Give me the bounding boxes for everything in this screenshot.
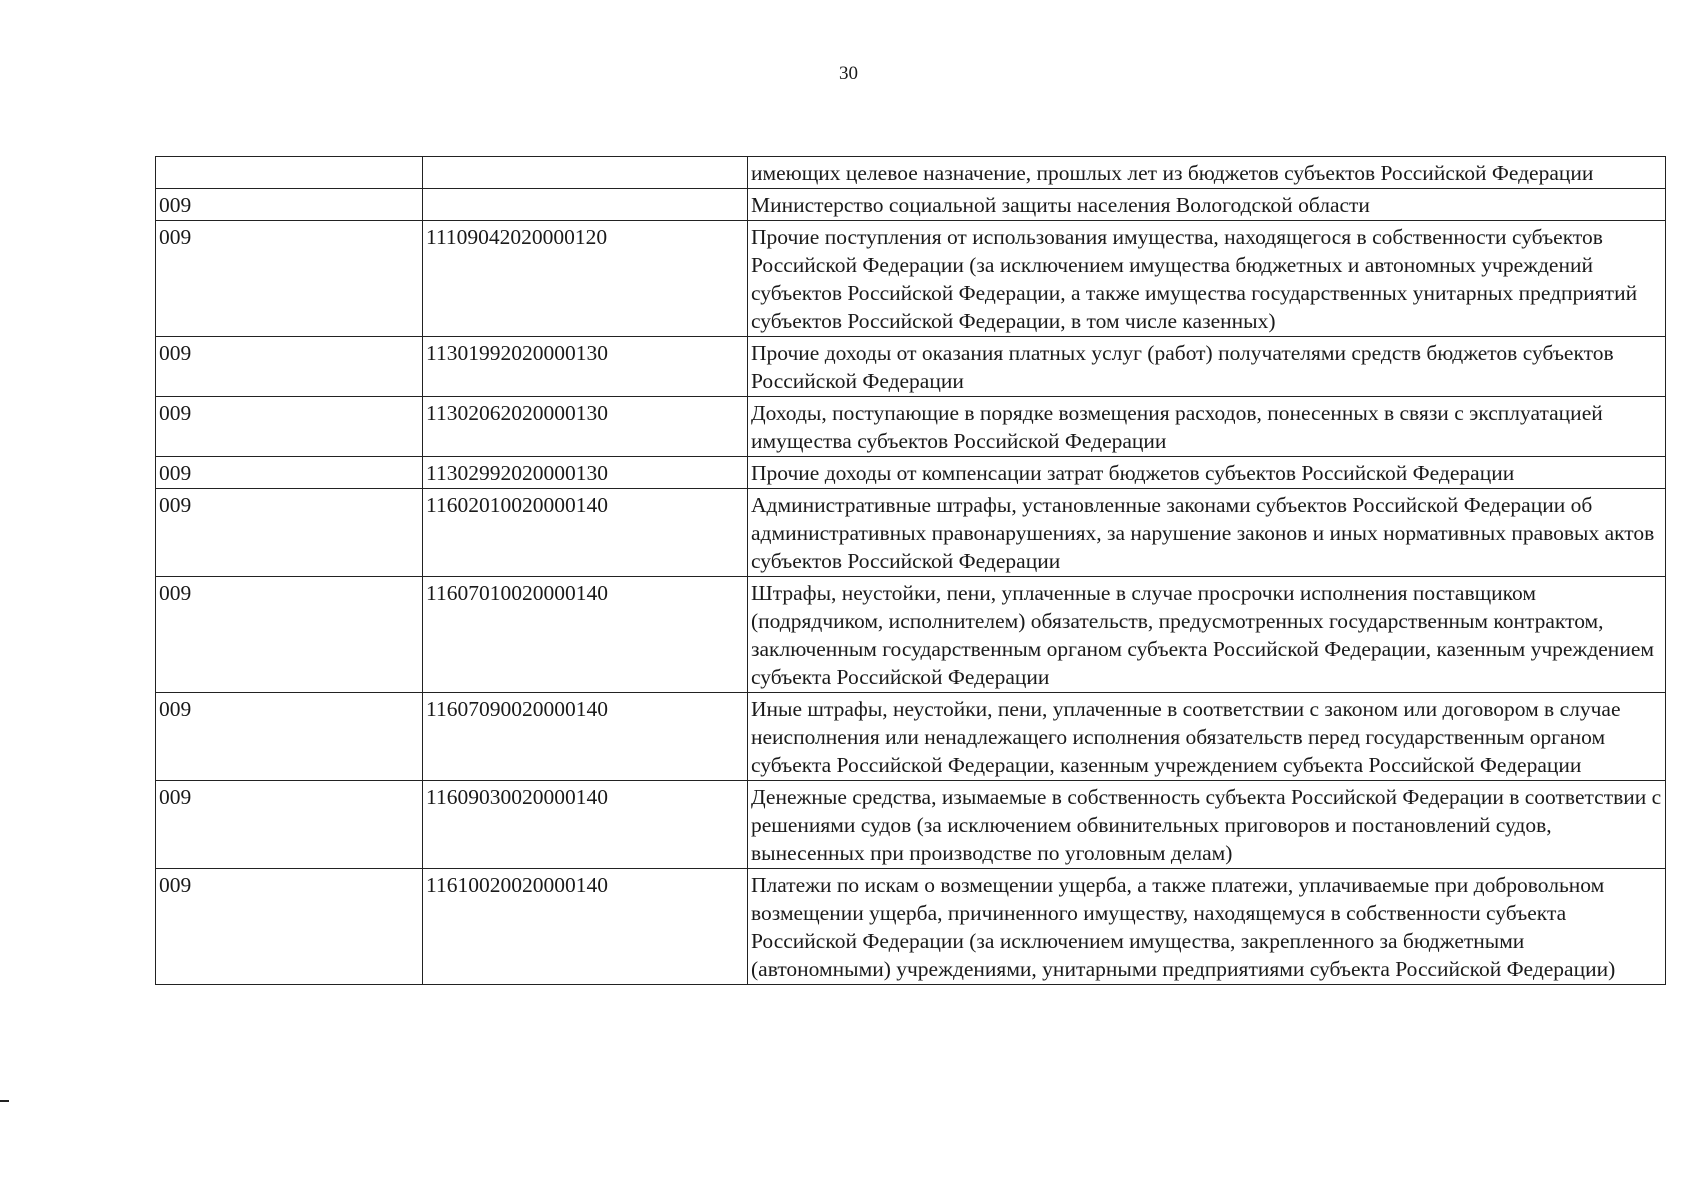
revenue-name-cell: Штрафы, неустойки, пени, уплаченные в случае просрочки исполнения поставщиком (подрядчиком, исполнителем) обязательств, предусмотренных государственным контрактом, заключенным государственным органом субъекта Российской Федерации, казенным учреждением субъекта Российской Федерации	[748, 577, 1666, 693]
revenue-code-cell: 11610020020000140	[423, 869, 748, 985]
table-row	[156, 577, 1666, 693]
admin-code-cell	[156, 157, 423, 189]
table-row	[156, 489, 1666, 577]
revenue-code-cell	[423, 189, 748, 221]
revenue-name-cell: Министерство социальной защиты населения Вологодской области	[748, 189, 1666, 221]
revenue-name-cell: Доходы, поступающие в порядке возмещения расходов, понесенных в связи с эксплуатацией имущества субъектов Российской Федерации	[748, 397, 1666, 457]
revenue-name-cell: имеющих целевое назначение, прошлых лет из бюджетов субъектов Российской Федерации	[748, 157, 1666, 189]
table-row	[156, 337, 1666, 397]
table-row	[156, 397, 1666, 457]
revenue-code-cell: 11301992020000130	[423, 337, 748, 397]
scan-edge-mark	[0, 1100, 9, 1102]
revenue-code-cell: 11109042020000120	[423, 221, 748, 337]
table-row	[156, 157, 1666, 189]
admin-code-cell: 009	[156, 457, 423, 489]
admin-code-cell: 009	[156, 397, 423, 457]
revenue-code-cell: 11602010020000140	[423, 489, 748, 577]
table-row	[156, 221, 1666, 337]
revenue-name-cell: Прочие доходы от компенсации затрат бюджетов субъектов Российской Федерации	[748, 457, 1666, 489]
table-row	[156, 189, 1666, 221]
page-number: 30	[839, 63, 858, 84]
revenue-codes-table	[155, 156, 1666, 985]
admin-code-cell: 009	[156, 869, 423, 985]
revenue-code-cell	[423, 157, 748, 189]
revenue-code-cell: 11302992020000130	[423, 457, 748, 489]
revenue-name-cell: Иные штрафы, неустойки, пени, уплаченные в соответствии с законом или договором в случае неисполнения или ненадлежащего исполнения обязательств перед государственным органом субъекта Российской Федерации, казенным учреждением субъекта Российской Федерации	[748, 693, 1666, 781]
revenue-name-cell: Платежи по искам о возмещении ущерба, а также платежи, уплачиваемые при добровольном возмещении ущерба, причиненного имуществу, находящемуся в собственности субъекта Российской Федерации (за исключением имущества, закрепленного за бюджетными (автономными) учреждениями, унитарными предприятиями субъекта Российской Федерации)	[748, 869, 1666, 985]
admin-code-cell: 009	[156, 693, 423, 781]
revenue-name-cell: Денежные средства, изымаемые в собственность субъекта Российской Федерации в соответствии с решениями судов (за исключением обвинительных приговоров и постановлений судов, вынесенных при производстве по уголовным делам)	[748, 781, 1666, 869]
revenue-name-cell: Прочие доходы от оказания платных услуг (работ) получателями средств бюджетов субъектов Российской Федерации	[748, 337, 1666, 397]
revenue-code-cell: 11607010020000140	[423, 577, 748, 693]
table-row	[156, 693, 1666, 781]
admin-code-cell: 009	[156, 337, 423, 397]
admin-code-cell: 009	[156, 189, 423, 221]
table-row	[156, 781, 1666, 869]
revenue-code-cell: 11607090020000140	[423, 693, 748, 781]
revenue-name-cell: Административные штрафы, установленные законами субъектов Российской Федерации об административных правонарушениях, за нарушение законов и иных нормативных правовых актов субъектов Российской Федерации	[748, 489, 1666, 577]
table-row	[156, 869, 1666, 985]
admin-code-cell: 009	[156, 221, 423, 337]
table-row	[156, 457, 1666, 489]
admin-code-cell: 009	[156, 489, 423, 577]
revenue-name-cell: Прочие поступления от использования имущества, находящегося в собственности субъектов Российской Федерации (за исключением имущества бюджетных и автономных учреждений субъектов Российской Федерации, а также имущества государственных унитарных предприятий субъектов Российской Федерации, в том числе казенных)	[748, 221, 1666, 337]
admin-code-cell: 009	[156, 781, 423, 869]
revenue-code-cell: 11302062020000130	[423, 397, 748, 457]
admin-code-cell: 009	[156, 577, 423, 693]
revenue-code-cell: 11609030020000140	[423, 781, 748, 869]
